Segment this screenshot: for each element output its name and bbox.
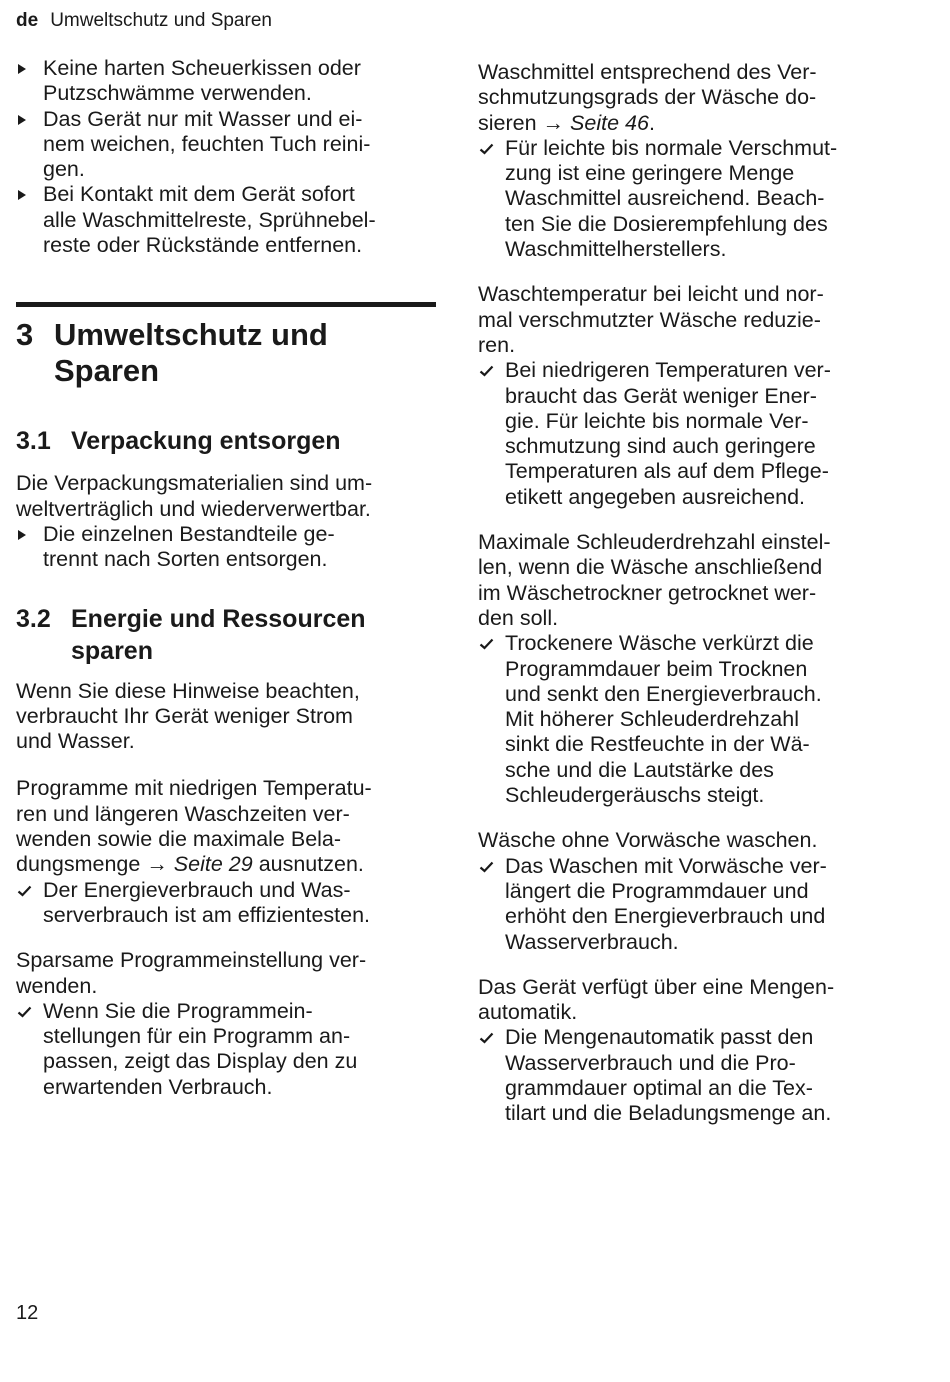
paragraph <box>478 60 908 136</box>
section-number: 3.2 <box>16 604 51 633</box>
paragraph <box>478 828 908 853</box>
text-line: reste oder Rückstände entfernen. <box>43 233 363 258</box>
check-icon <box>17 1006 32 1018</box>
page-number: 12 <box>16 1302 39 1324</box>
text-span: sieren <box>478 110 537 135</box>
text-line: Der Energieverbrauch und Was- <box>43 877 351 902</box>
text-line: nem weichen, feuchten Tuch reini- <box>43 131 371 156</box>
text-line: Maximale Schleuderdrehzahl einstel- <box>478 530 831 555</box>
text-line: Das Gerät nur mit Wasser und ei- <box>43 106 363 131</box>
text-line: Das Gerät verfügt über eine Mengen- <box>478 974 835 999</box>
text-line: serverbrauch ist am effizientesten. <box>43 902 371 927</box>
arrow-icon: → <box>146 852 168 877</box>
list-item <box>478 854 908 955</box>
text-line: Wasserverbrauch. <box>505 929 679 954</box>
text-line: Programme mit niedrigen Temperatu- <box>16 776 372 801</box>
text-line: etikett angegeben ausreichend. <box>505 484 806 509</box>
section-title-line: Energie und Ressourcen <box>71 604 366 633</box>
list-item <box>16 182 436 258</box>
list-item <box>478 631 908 808</box>
result-list <box>478 1025 908 1126</box>
check-icon <box>17 885 32 897</box>
text-line: Wasserverbrauch und die Pro- <box>505 1050 796 1075</box>
page-reference-link[interactable]: Seite 29 <box>173 852 253 877</box>
chapter-title-line: Umweltschutz und <box>54 317 328 353</box>
list-item <box>478 358 908 510</box>
text-line: stellungen für ein Programm an- <box>43 1024 351 1049</box>
text-line: Die Verpackungsmaterialien sind um- <box>16 471 373 496</box>
paragraph <box>478 282 908 358</box>
text-line: wenden. <box>16 973 98 998</box>
text-line: Sparsame Programmeinstellung ver- <box>16 948 367 973</box>
text-line <box>478 111 908 136</box>
text-line: wenden sowie die maximale Bela- <box>16 827 342 852</box>
text-line: Die Mengenautomatik passt den <box>505 1025 814 1050</box>
text-line: Programmdauer beim Trocknen <box>505 656 808 681</box>
text-line: tilart und die Beladungsmenge an. <box>505 1101 832 1126</box>
check-icon <box>479 1032 494 1044</box>
text-line: schmutzung sind auch geringere <box>505 434 816 459</box>
list-item <box>16 999 436 1100</box>
text-line: automatik. <box>478 1000 578 1025</box>
text-line: erwartenden Verbrauch. <box>43 1074 273 1099</box>
section-title: Verpackung entsorgen <box>71 427 341 456</box>
chapter-heading <box>16 317 436 389</box>
text-line: verbraucht Ihr Gerät weniger Strom <box>16 703 353 728</box>
arrow-icon: → <box>542 110 565 135</box>
result-list <box>478 136 908 262</box>
section-title-line: sparen <box>71 636 153 665</box>
text-line: Waschmittelherstellers. <box>505 237 727 262</box>
text-line: längert die Programmdauer und <box>505 878 809 903</box>
paragraph <box>478 530 908 631</box>
text-line: ren und längeren Waschzeiten ver- <box>16 801 350 826</box>
disposal-list <box>16 522 436 573</box>
text-line: Wenn Sie die Programmein- <box>43 998 313 1023</box>
text-line: braucht das Gerät weniger Ener- <box>505 383 817 408</box>
section-heading-3-2 <box>16 603 436 667</box>
text-line: und senkt den Energieverbrauch. <box>505 681 822 706</box>
text-line: Temperaturen als auf dem Pflege- <box>505 459 829 484</box>
text-line: alle Waschmittelreste, Sprühnebel- <box>43 207 376 232</box>
text-line: Wäsche ohne Vorwäsche waschen. <box>478 828 818 853</box>
text-line: Wenn Sie diese Hinweise beachten, <box>16 678 360 703</box>
result-list <box>16 878 436 929</box>
language-tag: de <box>16 10 39 31</box>
running-header <box>16 8 272 34</box>
text-line: Schleudergeräuschs steigt. <box>505 783 765 808</box>
text-line: Das Waschen mit Vorwäsche ver- <box>505 853 827 878</box>
text-line: passen, zeigt das Display den zu <box>43 1049 358 1074</box>
paragraph <box>16 471 436 522</box>
list-item <box>16 878 436 929</box>
result-list <box>478 854 908 955</box>
list-item <box>16 522 436 573</box>
text-line: mal verschmutzter Wäsche reduzie- <box>478 307 821 332</box>
list-item <box>478 136 908 262</box>
check-icon <box>479 638 494 650</box>
text-line: sche und die Lautstärke des <box>505 757 774 782</box>
left-column <box>16 56 436 1100</box>
text-line: ten Sie die Dosierempfehlung des <box>505 211 828 236</box>
text-line: Waschmittel ausreichend. Beach- <box>505 186 825 211</box>
check-icon <box>479 861 494 873</box>
result-list <box>478 358 908 510</box>
text-line: Putzschwämme verwenden. <box>43 81 312 106</box>
check-icon <box>479 365 494 377</box>
section-heading-3-1 <box>16 425 436 457</box>
section-number: 3.1 <box>16 427 51 456</box>
text-span: dungsmenge <box>16 852 141 877</box>
text-span: . <box>648 110 655 135</box>
right-column <box>478 60 908 1127</box>
result-list <box>478 631 908 808</box>
text-line: Mit höherer Schleuderdrehzahl <box>505 707 799 732</box>
paragraph <box>16 679 436 755</box>
text-line: erhöht den Energieverbrauch und <box>505 904 826 929</box>
check-icon <box>479 143 494 155</box>
text-line: im Wäschetrockner getrocknet wer- <box>478 580 817 605</box>
text-line: und Wasser. <box>16 729 135 754</box>
paragraph <box>16 948 436 999</box>
text-line: den soll. <box>478 605 559 630</box>
text-line: gie. Für leichte bis normale Ver- <box>505 408 809 433</box>
chapter-title-line: Sparen <box>54 353 160 389</box>
chapter-number: 3 <box>16 317 34 353</box>
text-line: grammdauer optimal an die Tex- <box>505 1075 813 1100</box>
text-line: Für leichte bis normale Verschmut- <box>505 135 838 160</box>
paragraph <box>16 776 436 877</box>
text-line: zung ist eine geringere Menge <box>505 161 795 186</box>
text-line: Bei niedrigeren Temperaturen ver- <box>505 358 831 383</box>
page-reference-link[interactable]: Seite 46 <box>570 110 649 135</box>
text-line: Trockenere Wäsche verkürzt die <box>505 631 814 656</box>
cleaning-instructions-list <box>16 56 436 258</box>
text-line: gen. <box>43 157 85 182</box>
paragraph <box>478 975 908 1026</box>
list-item <box>16 56 436 107</box>
text-line <box>16 852 436 877</box>
list-item <box>16 107 436 183</box>
text-line: schmutzungsgrads der Wäsche do- <box>478 85 817 110</box>
result-list <box>16 999 436 1100</box>
text-line: weltverträglich und wiederverwertbar. <box>16 496 371 521</box>
text-line: Waschtemperatur bei leicht und nor- <box>478 282 824 307</box>
text-span: ausnutzen. <box>258 852 364 877</box>
text-line: Die einzelnen Bestandteile ge- <box>43 521 335 546</box>
list-item <box>478 1025 908 1126</box>
chapter-rule <box>16 302 436 307</box>
text-line: len, wenn die Wäsche anschließend <box>478 555 823 580</box>
text-line: Waschmittel entsprechend des Ver- <box>478 60 817 84</box>
text-line: ren. <box>478 332 516 357</box>
text-line: trennt nach Sorten entsorgen. <box>43 547 328 572</box>
text-line: Bei Kontakt mit dem Gerät sofort <box>43 182 355 207</box>
text-line: Keine harten Scheuerkissen oder <box>43 56 361 80</box>
text-line: sinkt die Restfeuchte in der Wä- <box>505 732 810 757</box>
header-title: Umweltschutz und Sparen <box>50 10 272 31</box>
